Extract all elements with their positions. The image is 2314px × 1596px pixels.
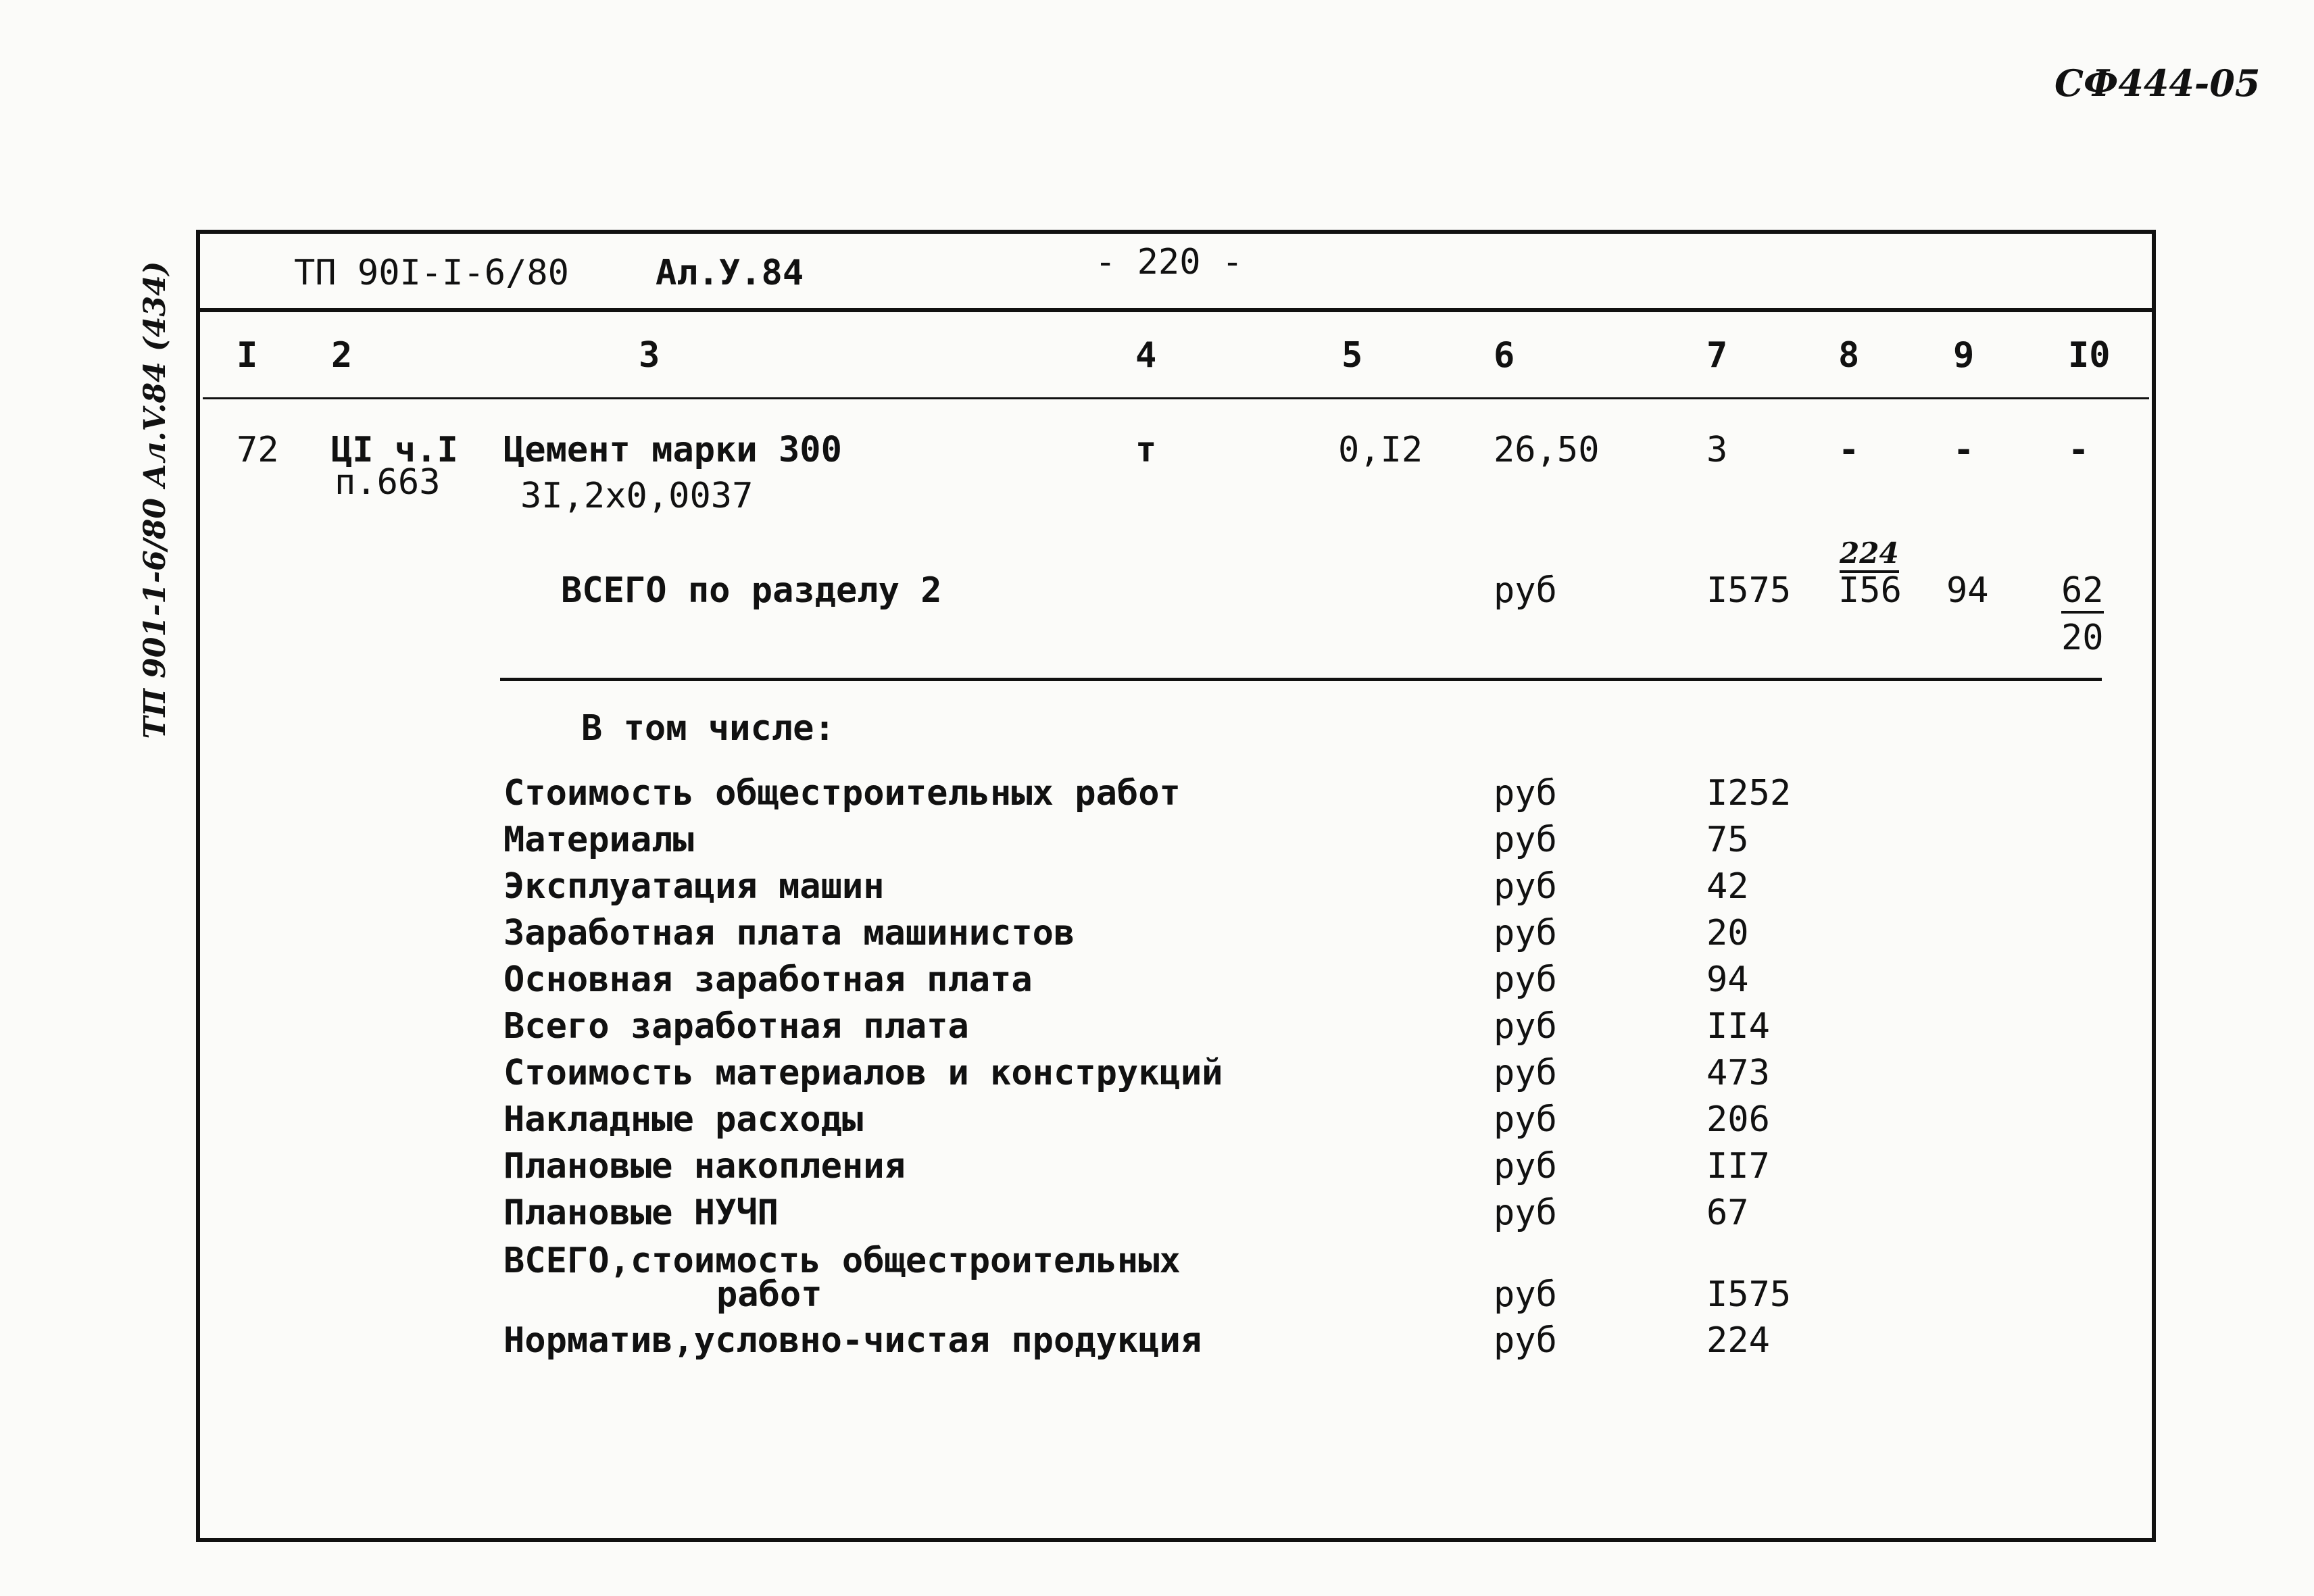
album-code: Ал.У.84 — [656, 253, 804, 293]
column-header-rule — [203, 397, 2149, 399]
col-header-8: 8 — [1838, 335, 1860, 376]
normative-unit: руб — [1494, 1320, 1557, 1361]
side-stamp-text: ТП 901-1-6/80 Ал.V.84 (434) — [138, 261, 172, 739]
item-value: 67 — [1706, 1193, 1749, 1233]
row-name-line2: 3I,2x0,0037 — [520, 476, 754, 516]
page-number: - 220 - — [1095, 242, 1244, 282]
col-header-2: 2 — [331, 335, 353, 376]
col-header-1: I — [237, 335, 258, 376]
item-unit: руб — [1494, 959, 1557, 1000]
row-price: 26,50 — [1494, 430, 1600, 470]
item-unit: руб — [1494, 773, 1557, 814]
col-header-4: 4 — [1135, 335, 1157, 376]
section-total-col9: 94 — [1946, 570, 1989, 611]
item-unit: руб — [1494, 913, 1557, 953]
item-unit: руб — [1494, 820, 1557, 860]
item-label: Материалы — [503, 820, 694, 860]
col-header-9: 9 — [1953, 335, 1975, 376]
row-number: 72 — [237, 430, 279, 470]
side-stamp — [128, 236, 182, 764]
item-unit: руб — [1494, 1193, 1557, 1233]
col-header-10: I0 — [2068, 335, 2111, 376]
item-value: 473 — [1706, 1053, 1770, 1093]
grand-total-label-line1: ВСЕГО,стоимость общестроительных — [503, 1241, 1181, 1281]
row-quantity: 0,I2 — [1338, 430, 1423, 470]
item-value: 94 — [1706, 959, 1749, 1000]
including-heading: В том числе: — [581, 708, 835, 749]
item-value: II4 — [1706, 1006, 1770, 1047]
item-value: 42 — [1706, 866, 1749, 907]
item-label: Плановые накопления — [503, 1146, 906, 1187]
item-label: Основная заработная плата — [503, 959, 1033, 1000]
page-code: СФ444-05 — [2054, 61, 2261, 105]
item-label: Стоимость общестроительных работ — [503, 773, 1181, 814]
item-label: Накладные расходы — [503, 1099, 864, 1140]
item-value: 75 — [1706, 820, 1749, 860]
item-value: II7 — [1706, 1146, 1770, 1187]
row-col8: - — [1838, 430, 1860, 470]
item-value: I252 — [1706, 773, 1792, 814]
col-header-6: 6 — [1494, 335, 1515, 376]
row-col7: 3 — [1706, 430, 1728, 470]
section-total-col10-denominator: 20 — [2061, 618, 2104, 658]
total-rule — [500, 678, 2102, 681]
item-value: 206 — [1706, 1099, 1770, 1140]
item-label: Стоимость материалов и конструкций — [503, 1053, 1223, 1093]
item-value: 20 — [1706, 913, 1749, 953]
section-total-col8-handwritten: 224 — [1840, 539, 1899, 573]
normative-value: 224 — [1706, 1320, 1770, 1361]
section-total-label: ВСЕГО по разделу 2 — [561, 570, 942, 611]
grand-total-unit: руб — [1494, 1274, 1557, 1315]
grand-total-value: I575 — [1706, 1274, 1792, 1315]
item-unit: руб — [1494, 1053, 1557, 1093]
item-label: Всего заработная плата — [503, 1006, 969, 1047]
section-total-col10-numerator: 62 — [2061, 573, 2104, 614]
row-ref-line1: ЦI ч.I — [331, 430, 458, 470]
grand-total-label-line2: работ — [716, 1274, 822, 1315]
col-header-7: 7 — [1706, 335, 1728, 376]
section-total-unit: руб — [1494, 570, 1557, 611]
header-rule — [196, 308, 2156, 312]
normative-label: Норматив,условно-чистая продукция — [503, 1320, 1202, 1361]
row-col10: - — [2068, 430, 2090, 470]
section-total-col8: I56 — [1838, 570, 1902, 611]
row-ref-line2: п.663 — [335, 462, 441, 503]
item-label: Эксплуатация машин — [503, 866, 885, 907]
item-unit: руб — [1494, 1006, 1557, 1047]
doc-code: ТП 90I-I-6/80 — [294, 253, 569, 293]
row-unit: т — [1135, 430, 1157, 470]
item-unit: руб — [1494, 1146, 1557, 1187]
item-unit: руб — [1494, 866, 1557, 907]
section-total-col7: I575 — [1706, 570, 1792, 611]
col-header-3: 3 — [639, 335, 660, 376]
item-unit: руб — [1494, 1099, 1557, 1140]
item-label: Заработная плата машинистов — [503, 913, 1075, 953]
row-name-line1: Цемент марки 300 — [503, 430, 842, 470]
item-label: Плановые НУЧП — [503, 1193, 779, 1233]
col-header-5: 5 — [1341, 335, 1363, 376]
row-col9: - — [1953, 430, 1975, 470]
